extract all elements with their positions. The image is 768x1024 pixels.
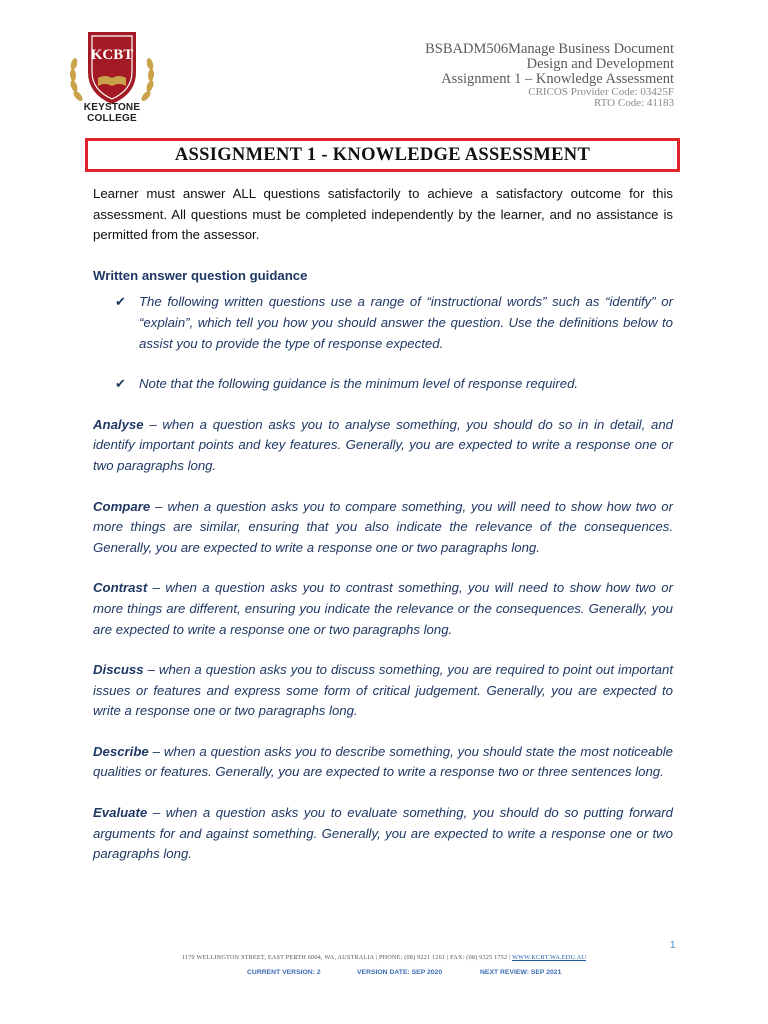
definition-compare <box>93 497 673 559</box>
main-content <box>93 184 673 865</box>
document-header <box>425 42 674 109</box>
logo-text: KCBT <box>90 47 134 63</box>
definition-text: – when a question asks you to discuss something, you are required to point out important issues or features and express some form of critical judgement. Generally, you are expected to write a response one or two paragraphs long. <box>93 662 673 719</box>
definition-text: – when a question asks you to compare something, you will need to show how two or more things are similar, ensuring that you also indicate the relevance of the consequences. Generally, you are expected to write a response one or two paragraphs long. <box>93 498 673 555</box>
unit-title-line: Design and Development <box>526 56 674 72</box>
next-review: NEXT REVIEW: SEP 2021 <box>480 969 562 976</box>
unit-code-line: BSBADM506Manage Business Document <box>425 41 674 57</box>
page-title: ASSIGNMENT 1 - KNOWLEDGE ASSESSMENT <box>174 144 591 165</box>
definition-describe <box>93 742 673 783</box>
cricos-code: CRICOS Provider Code: 03425F <box>528 86 674 98</box>
website-link[interactable]: WWW.KCBT.WA.EDU.AU <box>512 954 587 961</box>
assignment-line: Assignment 1 – Knowledge Assessment <box>441 71 674 87</box>
definition-analyse <box>93 415 673 477</box>
college-name: KEYSTONE COLLEGE <box>83 102 141 124</box>
definition-term: Evaluate <box>93 805 148 821</box>
rto-code: RTO Code: 41183 <box>593 97 674 109</box>
guidance-bullet <box>93 292 673 354</box>
footer-address <box>0 954 768 961</box>
definition-text: – when a question asks you to contrast something, you will need to show how two or more things are different, ensuring you indicate the relevance or the consequences. Generally, you are expected to write a response one or two paragraphs long. <box>93 580 673 637</box>
definition-text: – when a question asks you to evaluate something, you should do so putting forward arguments for and against something. Generally, you are expected to write a response one or two paragraphs long. <box>93 805 673 862</box>
page-number: 1 <box>670 940 676 951</box>
guidance-heading: Written answer question guidance <box>93 267 308 283</box>
current-version: CURRENT VERSION: 2 <box>247 969 321 976</box>
bullet-text: Note that the following guidance is the minimum level of response required. <box>139 376 579 392</box>
version-date: VERSION DATE: SEP 2020 <box>357 969 443 976</box>
guidance-bullet <box>93 374 673 395</box>
definition-term: Analyse <box>93 416 144 432</box>
definition-text: – when a question asks you to describe something, you should state the most noticeable qualities or features. Generally, you are expected to write a response two or three sentences long. <box>93 743 673 780</box>
definition-discuss <box>93 660 673 722</box>
definition-contrast <box>93 578 673 640</box>
definition-term: Compare <box>93 498 151 514</box>
check-icon: ✔ <box>115 376 126 392</box>
definition-evaluate <box>93 803 673 865</box>
definition-term: Contrast <box>93 580 148 596</box>
title-box <box>85 138 680 172</box>
definition-text: – when a question asks you to analyse something, you should do so in in detail, and identify important points and key features. Generally, you are expected to write a response one or two paragraphs long. <box>93 416 673 473</box>
intro-paragraph: Learner must answer ALL questions satisfactorily to achieve a satisfactory outcome for this assessment. All questions must be completed independently by the learner, and no assistance is permitted from the assessor. <box>93 186 673 243</box>
definition-term: Discuss <box>93 662 144 678</box>
definition-term: Describe <box>93 743 149 759</box>
bullet-text: The following written questions use a range of “instructional words” such as “identify” or “explain”, which tell you how you should answer the question. Use the definitions below to assist you to provide the type of response expected. <box>139 294 673 351</box>
check-icon: ✔ <box>115 294 126 310</box>
address-text: 1170 WELLINGTON STREET, EAST PERTH 6004, WA, AUSTRALIA | PHONE: (08) 9221 1261 | FAX: (08) 9325 1752 | <box>181 954 513 961</box>
